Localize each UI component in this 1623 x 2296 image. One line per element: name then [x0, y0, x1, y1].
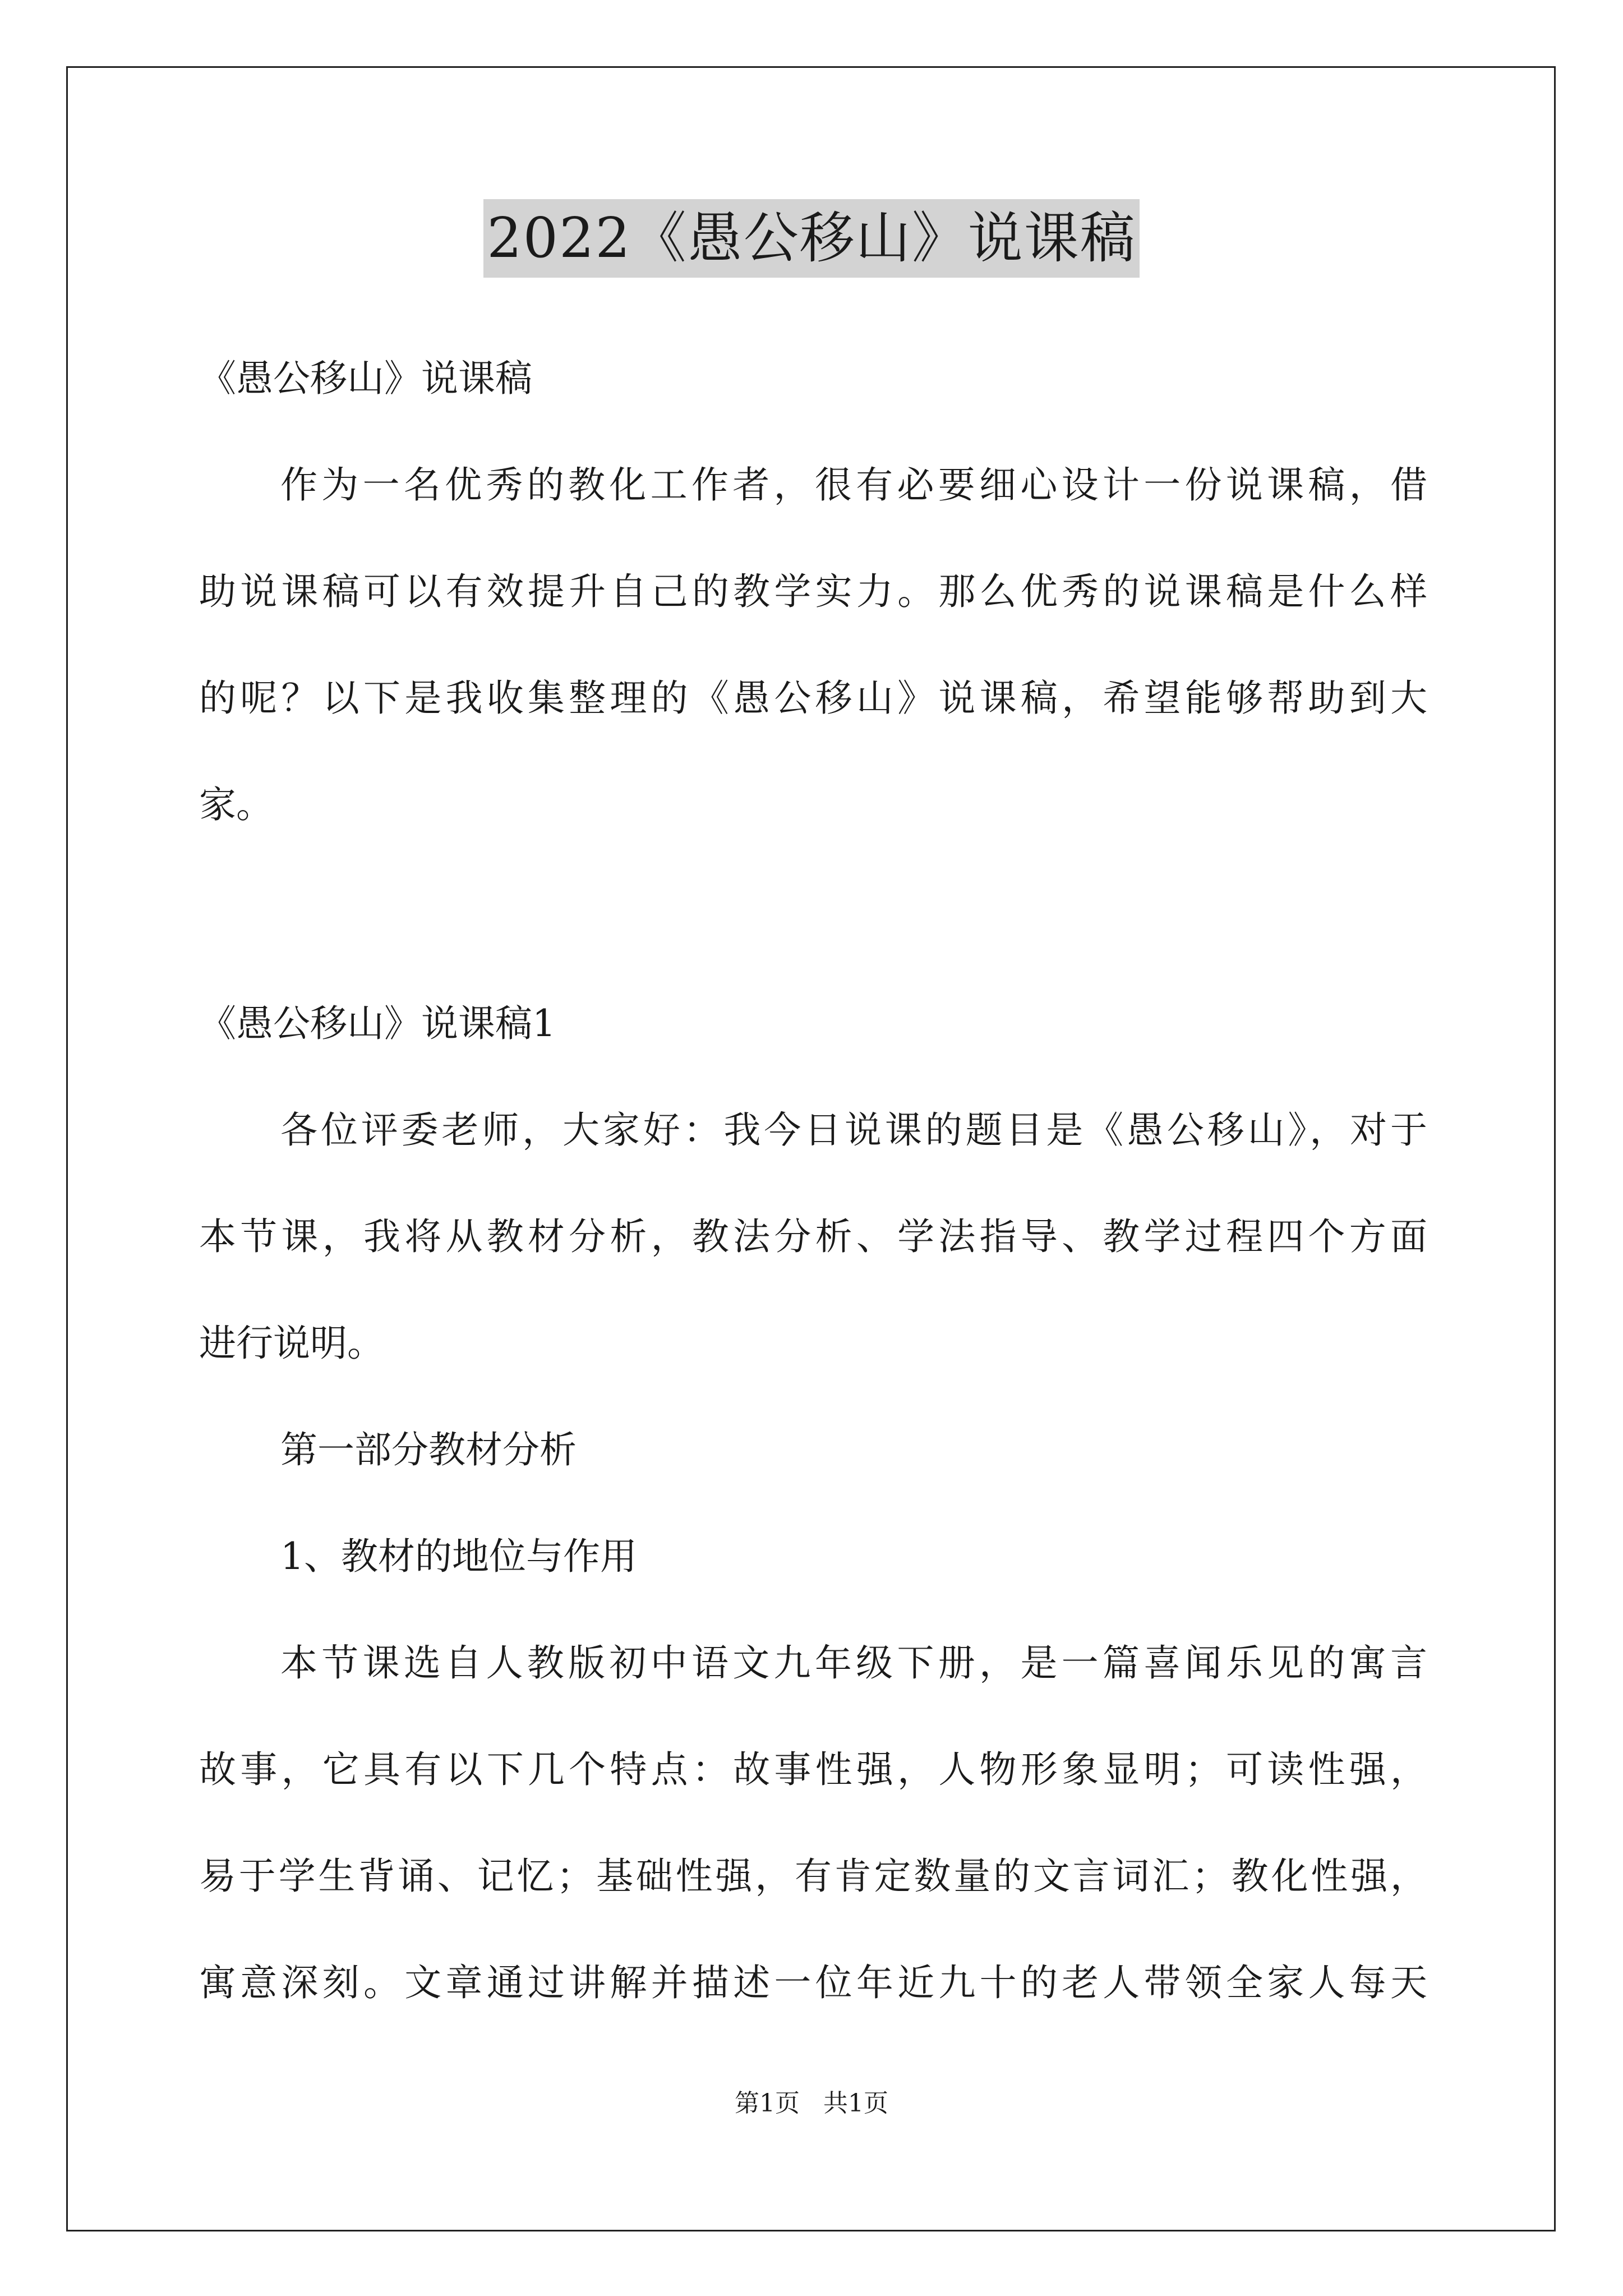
section-heading-intro: 《愚公移山》说课稿 — [199, 357, 532, 400]
paragraph-line: 故事，它具有以下几个特点：故事性强，人物形象显明；可读性强， — [199, 1748, 1427, 1791]
paragraph-line: 家。 — [199, 783, 273, 826]
paragraph-line: 本节课选自人教版初中语文九年级下册，是一篇喜闻乐见的寓言 — [280, 1641, 1427, 1685]
section-heading-1: 《愚公移山》说课稿1 — [199, 1002, 556, 1045]
paragraph-line: 各位评委老师，大家好：我今日说课的题目是《愚公移山》，对于 — [280, 1108, 1427, 1152]
paragraph-line: 进行说明。 — [199, 1322, 384, 1365]
paragraph-line: 本节课，我将从教材分析，教法分析、学法指导、教学过程四个方面 — [199, 1215, 1427, 1258]
title-container — [0, 199, 1623, 278]
paragraph-line: 作为一名优秀的教化工作者，很有必要细心设计一份说课稿，借 — [280, 463, 1427, 507]
paragraph-line: 助说课稿可以有效提升自己的教学实力。那么优秀的说课稿是什么样 — [199, 570, 1427, 613]
paragraph-line: 的呢？以下是我收集整理的《愚公移山》说课稿，希望能够帮助到大 — [199, 677, 1427, 720]
subheading-part-one: 第一部分教材分析 — [280, 1428, 577, 1471]
page-footer: 第1页 共1页 — [735, 2089, 888, 2118]
document-title: 2022《愚公移山》说课稿 — [483, 199, 1139, 278]
paragraph-line: 寓意深刻。文章通过讲解并描述一位年近九十的老人带领全家人每天 — [199, 1961, 1427, 2004]
subheading-item-1: 1、教材的地位与作用 — [280, 1535, 637, 1578]
paragraph-line: 易于学生背诵、记忆；基础性强，有肯定数量的文言词汇；教化性强， — [199, 1855, 1427, 1898]
